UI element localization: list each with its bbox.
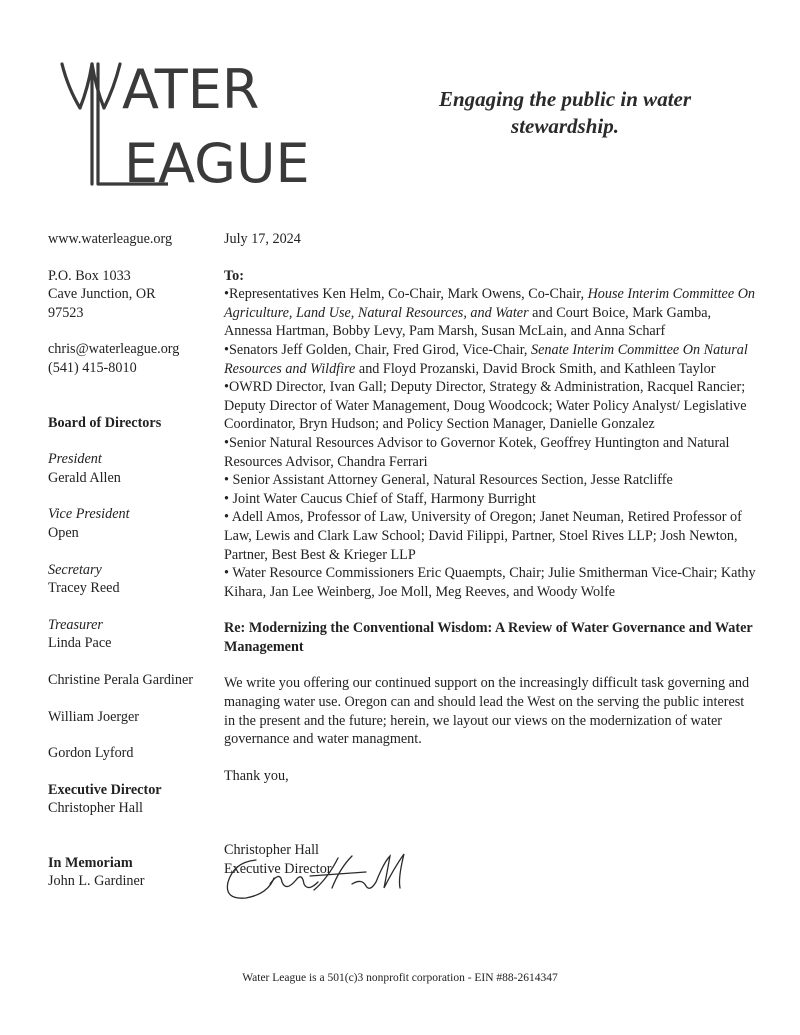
- president-title: President: [48, 451, 102, 468]
- phone-number: (541) 415-8010: [48, 359, 137, 376]
- vp-name: Open: [48, 524, 79, 541]
- recipient-caucus: • Joint Water Caucus Chief of Staff, Harmony Burright: [224, 490, 536, 507]
- logo-word-eague: EAGUE: [124, 132, 310, 195]
- recipient-text: •Representatives Ken Helm, Co-Chair, Mark Owens, Co-Chair,: [224, 286, 588, 303]
- vp-title: Vice President: [48, 506, 130, 523]
- exec-heading: Executive Director: [48, 781, 162, 798]
- footer-note: Water League is a 501(c)3 nonprofit corporation - EIN #88-2614347: [242, 972, 558, 984]
- to-label: To:: [224, 267, 244, 284]
- recipient-text: and Floyd Prozanski, David Brock Smith, and Kathleen Taylor: [355, 360, 716, 377]
- recipient-law-professionals: • Adell Amos, Professor of Law, University of Oregon; Janet Neuman, Retired Professor of Law, Lewis and Clark Law School; David Filippi, Partner, Stoel Rives LLP; Josh Newton, Partner, Best Best & Krieger LLP: [224, 509, 742, 563]
- treasurer-title: Treasurer: [48, 616, 103, 633]
- recipient-governor-advisors: •Senior Natural Resources Advisor to Governor Kotek, Geoffrey Huntington and Natural Resources Advisor, Chandra Ferrari: [224, 434, 730, 470]
- memoriam-name: John L. Gardiner: [48, 873, 145, 890]
- recipient-representatives: [224, 285, 756, 341]
- address-line-1: P.O. Box 1033: [48, 267, 131, 284]
- letter-date: July 17, 2024: [224, 231, 301, 247]
- memoriam-heading: In Memoriam: [48, 854, 133, 871]
- letter-closing: Thank you,: [224, 767, 289, 784]
- tagline: Engaging the public in water stewardship.: [438, 87, 692, 138]
- board-member: William Joerger: [48, 708, 139, 725]
- president-name: Gerald Allen: [48, 469, 121, 486]
- committee-name: House Interim Committee On Agriculture, Land Use, Natural Resources, and Water: [224, 286, 756, 321]
- secretary-title: Secretary: [48, 561, 102, 578]
- signer-title: Executive Director: [224, 861, 332, 878]
- recipient-senators: [224, 341, 756, 378]
- exec-name: Christopher Hall: [48, 800, 143, 817]
- website-link[interactable]: www.waterleague.org: [48, 231, 173, 247]
- board-member: Christine Perala Gardiner: [48, 671, 193, 688]
- email-link[interactable]: chris@waterleague.org: [48, 341, 180, 358]
- board-heading: Board of Directors: [48, 414, 162, 431]
- recipient-text: •Senators Jeff Golden, Chair, Fred Girod, Vice-Chair,: [224, 341, 532, 358]
- committee-name: Senate Interim Committee On Natural Resources and Wildfire: [224, 341, 748, 377]
- water-league-logo: [58, 58, 398, 198]
- recipient-commissioners: • Water Resource Commissioners Eric Quaempts, Chair; Julie Smitherman Vice-Chair; Kathy Kihara, Jan Lee Weinberg, Joe Moll, Meg Reeves, and Woody Wolfe: [224, 565, 756, 600]
- signature: [216, 848, 416, 908]
- sidebar: [48, 230, 213, 891]
- secretary-name: Tracey Reed: [48, 580, 120, 597]
- recipient-text: and Court Boice, Mark Gamba, Annessa Hartman, Bobby Levy, Pam Marsh, Susan McLain, and Anna Scharf: [224, 304, 712, 340]
- treasurer-name: Linda Pace: [48, 635, 112, 652]
- letter-paragraph: We write you offering our continued support on the increasingly difficult task governing and managing water use. Oregon can and should lead the West on the serving the public interest in the present and the future; herein, we layout our views on the modernization of water governance and water managment.: [224, 675, 750, 748]
- logo-word-ater: ATER: [122, 58, 260, 121]
- signature-graphic: [216, 848, 416, 908]
- letter-subject: Re: Modernizing the Conventional Wisdom: A Review of Water Governance and Water Management: [224, 620, 753, 655]
- board-member: Gordon Lyford: [48, 745, 134, 762]
- address-line-2: Cave Junction, OR: [48, 286, 156, 303]
- recipient-owrd: •OWRD Director, Ivan Gall; Deputy Director, Strategy & Administration, Racquel Rancier; Deputy Director of Water Management, Doug Woodcock; Water Policy Analyst/ Legislative Coordinator, Bryn Hudson; and Policy Section Manager, Danielle Gonzalez: [224, 379, 747, 433]
- recipient-attorney-general: • Senior Assistant Attorney General, Natural Resources Section, Jesse Ratcliffe: [224, 472, 673, 489]
- signer-name: Christopher Hall: [224, 842, 319, 859]
- logo-graphic: [58, 58, 398, 198]
- address-line-3: 97523: [48, 304, 84, 321]
- letter-body: [224, 230, 756, 879]
